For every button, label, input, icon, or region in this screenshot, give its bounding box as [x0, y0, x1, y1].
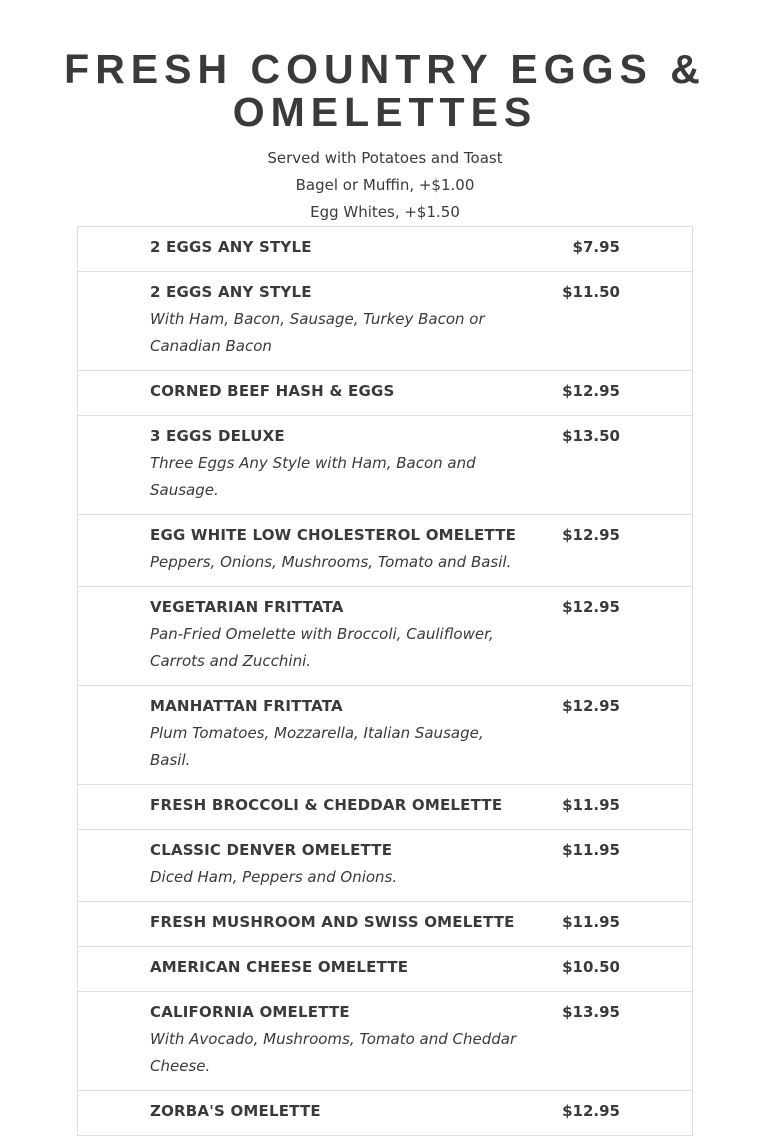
item-price: $10.50	[562, 958, 620, 976]
item-name: 2 EGGS ANY STYLE	[150, 283, 312, 301]
item-price: $13.95	[562, 1003, 620, 1021]
note-bagel-upcharge: Bagel or Muffin, +$1.00	[295, 176, 475, 194]
menu-item	[78, 686, 692, 785]
menu-item	[78, 830, 692, 902]
item-name: FRESH MUSHROOM AND SWISS OMELETTE	[150, 913, 515, 931]
item-name: AMERICAN CHEESE OMELETTE	[150, 958, 409, 976]
item-price: $13.50	[562, 427, 620, 445]
item-description: Diced Ham, Peppers and Onions.	[150, 868, 398, 886]
note-egg-whites-upcharge: Egg Whites, +$1.50	[310, 203, 460, 221]
item-price: $11.95	[562, 796, 620, 814]
item-price: $11.95	[562, 841, 620, 859]
item-name: MANHATTAN FRITTATA	[150, 697, 343, 715]
item-description: Peppers, Onions, Mushrooms, Tomato and Basil.	[150, 553, 512, 571]
item-name: 2 EGGS ANY STYLE	[150, 238, 312, 256]
item-price: $12.95	[562, 1102, 620, 1120]
item-price: $12.95	[562, 598, 620, 616]
item-description: Three Eggs Any Style with Ham, Bacon and Sausage.	[150, 454, 476, 499]
item-description: With Ham, Bacon, Sausage, Turkey Bacon or Canadian Bacon	[150, 310, 485, 355]
item-description: Pan-Fried Omelette with Broccoli, Cauliflower, Carrots and Zucchini.	[150, 625, 494, 670]
item-name: ZORBA'S OMELETTE	[150, 1102, 321, 1120]
menu-item	[78, 902, 692, 947]
menu-item	[78, 515, 692, 587]
item-price: $12.95	[562, 526, 620, 544]
item-description: With Avocado, Mushrooms, Tomato and Cheddar Cheese.	[150, 1030, 517, 1075]
menu-notes	[0, 145, 770, 226]
item-description: Plum Tomatoes, Mozzarella, Italian Sausage, Basil.	[150, 724, 484, 769]
menu-item	[78, 416, 692, 515]
note-served-with: Served with Potatoes and Toast	[267, 149, 503, 167]
item-name: CORNED BEEF HASH & EGGS	[150, 382, 395, 400]
menu-item	[78, 785, 692, 830]
item-price: $7.95	[572, 238, 620, 256]
item-price: $12.95	[562, 382, 620, 400]
item-name: FRESH BROCCOLI & CHEDDAR OMELETTE	[150, 796, 503, 814]
menu-item	[78, 947, 692, 992]
item-price: $11.50	[562, 283, 620, 301]
item-name: 3 EGGS DELUXE	[150, 427, 285, 445]
menu-item	[78, 371, 692, 416]
menu-item	[78, 587, 692, 686]
item-name: EGG WHITE LOW CHOLESTEROL OMELETTE	[150, 526, 517, 544]
item-name: VEGETARIAN FRITTATA	[150, 598, 344, 616]
menu-list	[77, 226, 693, 1136]
item-name: CALIFORNIA OMELETTE	[150, 1003, 350, 1021]
menu-item	[78, 992, 692, 1091]
menu-item	[78, 227, 692, 272]
menu-item	[78, 272, 692, 371]
page-title: FRESH COUNTRY EGGS & OMELETTES	[64, 46, 706, 135]
item-price: $12.95	[562, 697, 620, 715]
item-price: $11.95	[562, 913, 620, 931]
item-name: CLASSIC DENVER OMELETTE	[150, 841, 393, 859]
